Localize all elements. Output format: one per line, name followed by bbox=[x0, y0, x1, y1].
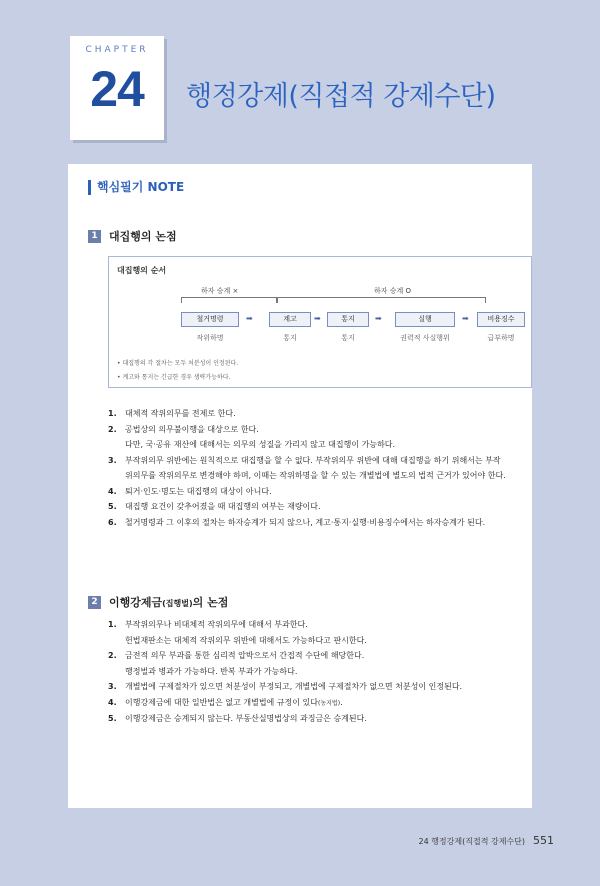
section-1-title: 대집행의 논점 bbox=[109, 230, 177, 243]
list-item-line: 대집행 요건이 갖추어졌을 때 대집행의 여부는 재량이다. bbox=[125, 502, 321, 511]
list-item-number: 6. bbox=[108, 517, 117, 527]
list-item-line: 대체적 작위의무를 전제로 한다. bbox=[125, 409, 236, 418]
section-2-heading bbox=[88, 596, 228, 610]
arrow-right-icon: ➡ bbox=[246, 314, 253, 323]
section-2-number: 2 bbox=[88, 596, 101, 609]
list-item bbox=[108, 679, 528, 695]
list-item-text bbox=[125, 711, 528, 727]
section-1-number: 1 bbox=[88, 230, 101, 243]
section-2-title-end: 의 논점 bbox=[192, 596, 229, 609]
section-2-list bbox=[108, 617, 528, 727]
relation-right-label: 하자 승계 O bbox=[374, 287, 412, 295]
diagram-note: • 대집행의 각 절차는 모두 처분성이 인정된다. bbox=[117, 360, 239, 367]
relation-right-bracket bbox=[276, 297, 486, 303]
list-item-text bbox=[125, 617, 528, 633]
note-card bbox=[68, 164, 532, 808]
list-item bbox=[108, 695, 528, 712]
list-item bbox=[108, 648, 528, 679]
step-box: 계고 bbox=[269, 312, 311, 327]
list-item-line: 다만, 국·공유 재산에 대해서는 의무의 성질을 가리지 않고 대집행이 가능하다. bbox=[125, 440, 396, 449]
list-item-line: 이행강제금에 대한 일반법은 없고 개별법에 규정이 있다 bbox=[125, 697, 318, 707]
list-item-tail: . bbox=[340, 697, 343, 707]
list-item-number: 1. bbox=[108, 620, 117, 629]
step-box: 통지 bbox=[327, 312, 369, 327]
page-footer bbox=[418, 834, 554, 847]
step-box: 비용징수 bbox=[477, 312, 525, 327]
list-item-text bbox=[125, 633, 528, 649]
list-item-note: (농지법) bbox=[318, 699, 341, 707]
list-item-line: 헌법재판소는 대체적 작위의무 위반에 대해서도 가능하다고 판시한다. bbox=[125, 635, 367, 645]
step-sublabel: 작위하명 bbox=[196, 334, 224, 342]
list-item-line: 공법상의 의무불이행을 대상으로 한다. bbox=[125, 424, 259, 434]
step-sublabel: 통지 bbox=[283, 334, 297, 342]
list-item-number: 3. bbox=[108, 682, 117, 691]
list-item-line: 행정벌과 병과가 가능하다. 반복 부과가 가능하다. bbox=[125, 666, 298, 676]
list-item-text bbox=[125, 437, 528, 453]
section-1-list bbox=[108, 406, 528, 530]
list-item-number: 4. bbox=[108, 486, 117, 496]
list-item bbox=[108, 406, 528, 422]
chapter-box bbox=[70, 36, 164, 140]
list-item-text bbox=[125, 695, 528, 712]
list-item-text bbox=[125, 499, 528, 515]
list-item-text bbox=[125, 406, 528, 422]
list-item-text bbox=[125, 648, 528, 664]
list-item-line: 부작위의무나 비대체적 작위의무에 대해서 부과한다. bbox=[125, 620, 308, 629]
footer-chapter-ref: 24 행정강제(직접적 강제수단) bbox=[418, 837, 525, 846]
list-item-line: 이행강제금은 승계되지 않는다. 부동산실명법상의 과징금은 승계된다. bbox=[125, 714, 367, 723]
section-2-title-small: (집행벌) bbox=[162, 599, 193, 608]
list-item bbox=[108, 484, 528, 500]
chapter-number: 24 bbox=[90, 61, 144, 117]
arrow-right-icon: ➡ bbox=[314, 314, 321, 323]
list-item bbox=[108, 453, 528, 484]
list-item-line: 퇴거·인도·명도는 대집행의 대상이 아니다. bbox=[125, 486, 272, 496]
section-1-heading bbox=[88, 230, 177, 244]
diagram-heading: 대집행의 순서 bbox=[117, 266, 167, 275]
list-item-line: 개별법에 구제절차가 있으면 처분성이 부정되고, 개별법에 구제절차가 없으면 처분성이 인정된다. bbox=[125, 682, 463, 691]
list-item-number: 3. bbox=[108, 455, 117, 465]
list-item bbox=[108, 617, 528, 648]
list-item-number: 2. bbox=[108, 651, 117, 660]
relation-left-bracket bbox=[181, 297, 278, 303]
list-item-number: 5. bbox=[108, 502, 117, 511]
list-item-number: 1. bbox=[108, 409, 117, 418]
chapter-title: 행정강제(직접적 강제수단) bbox=[186, 81, 496, 112]
procedure-diagram bbox=[108, 256, 532, 388]
list-item-text bbox=[125, 664, 528, 680]
list-item-line: 금전적 의무 부과를 통한 심리적 압박으로서 간접적 수단에 해당한다. bbox=[125, 651, 365, 660]
list-item bbox=[108, 711, 528, 727]
relation-left-label: 하자 승계 × bbox=[201, 287, 239, 295]
section-2-title bbox=[109, 596, 228, 609]
section-2-title-main: 이행강제금 bbox=[109, 596, 163, 609]
list-item-text bbox=[125, 515, 528, 531]
step-box: 철거명령 bbox=[181, 312, 239, 327]
list-item-text bbox=[125, 453, 528, 469]
list-item-line: 부작위의무 위반에는 원칙적으로 대집행을 할 수 없다. 부작위의무 위반에 대해 대집행을 하기 위해서는 부작 bbox=[125, 455, 501, 465]
list-item-text bbox=[125, 484, 528, 500]
list-item-line: 철거명령과 그 이후의 절차는 하자승계가 되지 않으나, 계고·통지·실행·비용징수에서는 하자승계가 된다. bbox=[125, 517, 486, 527]
step-sublabel: 급부하명 bbox=[487, 334, 515, 342]
step-box: 실행 bbox=[395, 312, 455, 327]
step-sublabel: 통지 bbox=[341, 334, 355, 342]
list-item-text bbox=[125, 679, 528, 695]
list-item bbox=[108, 515, 528, 531]
list-item-number: 5. bbox=[108, 714, 117, 723]
list-item bbox=[108, 499, 528, 515]
arrow-right-icon: ➡ bbox=[462, 314, 469, 323]
list-item-line: 위의무를 작위의무로 변경해야 하며, 이때는 작위하명을 할 수 있는 개별법에 별도의 법적 근거가 있어야 한다. bbox=[125, 471, 506, 480]
list-item-text bbox=[125, 468, 528, 484]
arrow-right-icon: ➡ bbox=[375, 314, 382, 323]
step-sublabel: 권력적 사실행위 bbox=[400, 334, 450, 342]
list-item-number: 2. bbox=[108, 424, 117, 434]
diagram-note: • 계고와 통지는 긴급한 경우 생략가능하다. bbox=[117, 374, 231, 381]
list-item-number: 4. bbox=[108, 697, 117, 707]
page-number: 551 bbox=[533, 834, 554, 847]
chapter-label: CHAPTER bbox=[85, 45, 149, 55]
list-item bbox=[108, 422, 528, 453]
note-heading: 핵심필기 NOTE bbox=[88, 180, 184, 195]
list-item-text bbox=[125, 422, 528, 438]
